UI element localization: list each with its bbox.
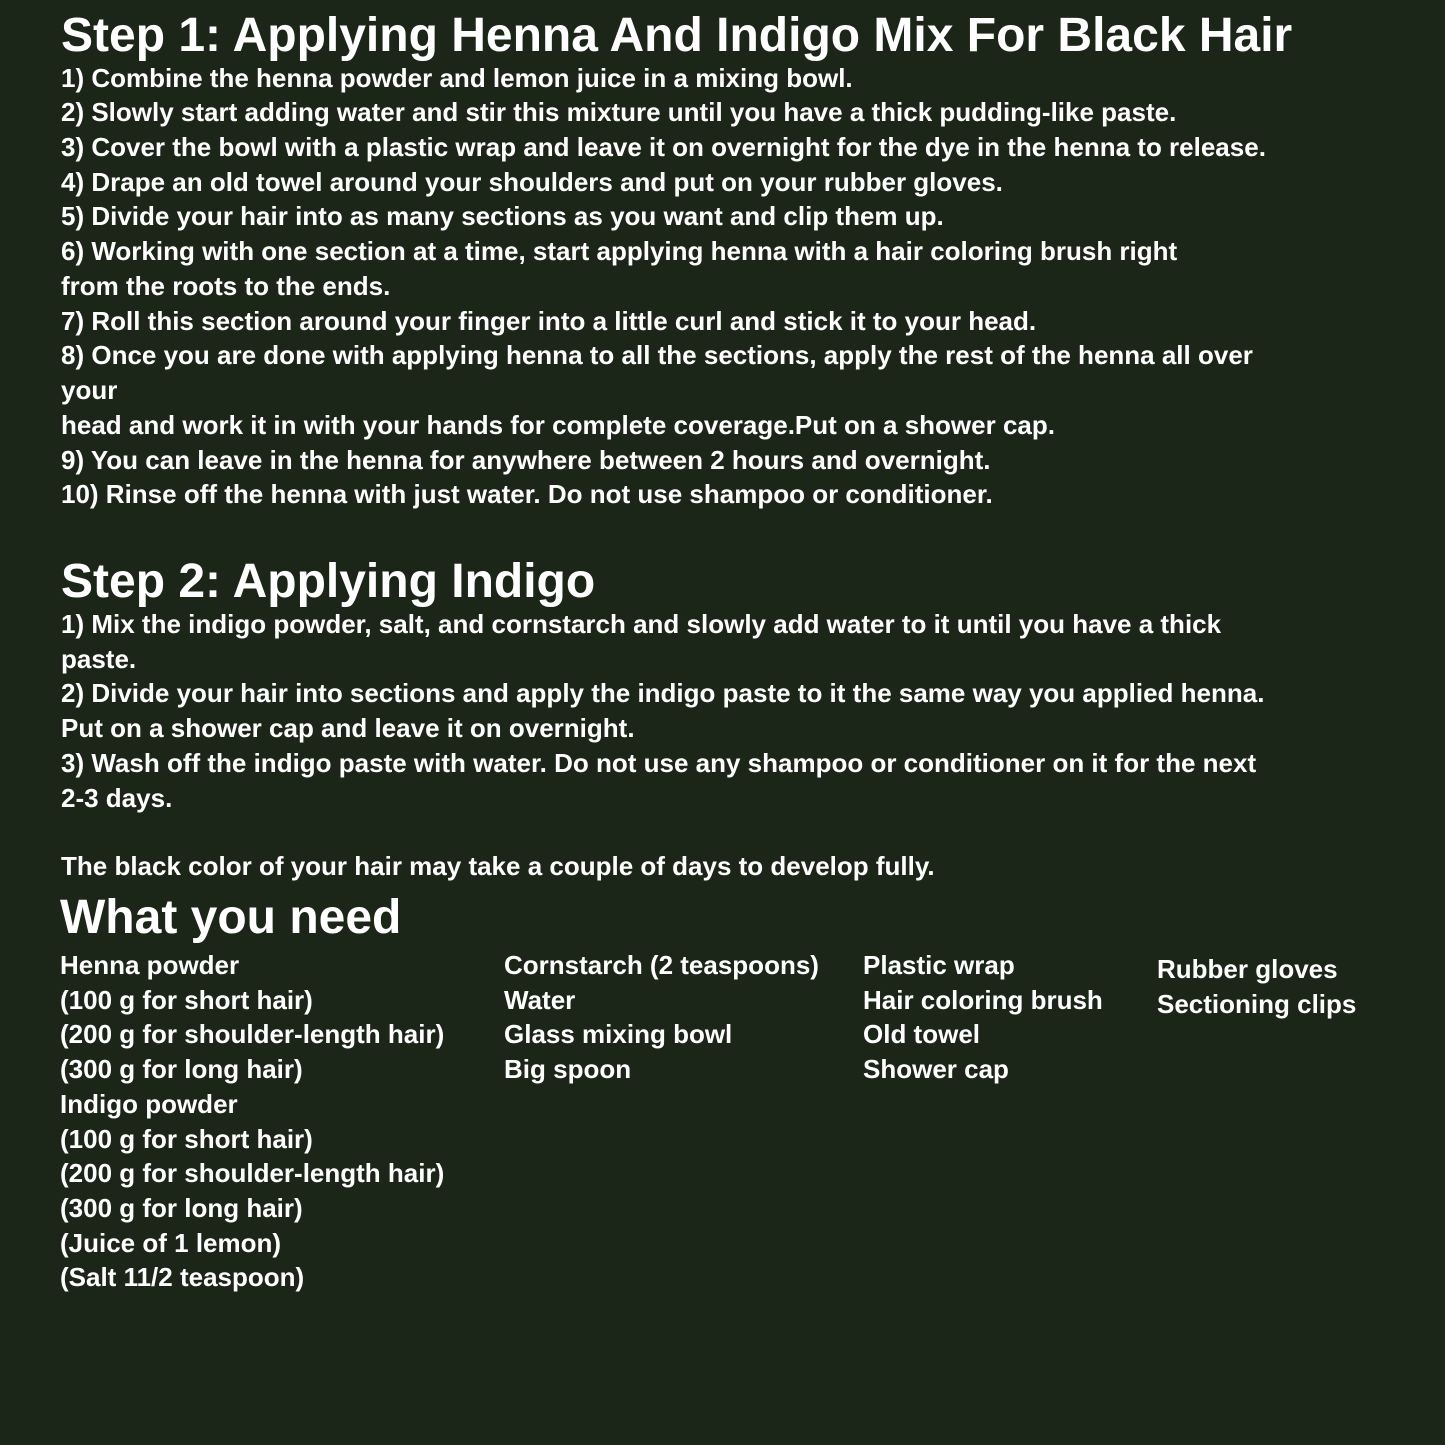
list-item: Old towel [863,1019,980,1050]
list-item: Rubber gloves [1157,954,1338,984]
step1-line: 10) Rinse off the henna with just water. Do not use shampoo or conditioner. [61,479,993,509]
step2-line: 2) Divide your hair into sections and apply the indigo paste to it the same way you applied henna. [61,678,1265,708]
needs-column-2 [504,948,819,1087]
list-item: (Juice of 1 lemon) [60,1227,282,1258]
step1-line: 4) Drape an old towel around your shoulders and put on your rubber gloves. [61,167,1003,197]
list-item: Indigo powder [60,1088,238,1119]
step1-line: 3) Cover the bowl with a plastic wrap and leave it on overnight for the dye in the henna to release. [61,132,1266,162]
list-item: (100 g for short hair) [60,1123,313,1154]
step2-note: The black color of your hair may take a couple of days to develop fully. [61,851,935,881]
needs-column-4 [1157,952,1356,1021]
step2-line: 3) Wash off the indigo paste with water. Do not use any shampoo or conditioner on it for the next [61,748,1257,778]
step1-line: head and work it in with your hands for complete coverage.Put on a shower cap. [61,410,1055,440]
step2-line: paste. [61,644,137,674]
list-item: (300 g for long hair) [60,1054,303,1085]
step1-line: from the roots to the ends. [61,271,391,301]
step1-line: your [61,375,118,405]
list-item: (200 g for shoulder-length hair) [60,1019,445,1050]
list-item: Henna powder [60,950,240,980]
list-item: (300 g for long hair) [60,1192,303,1223]
list-item: Shower cap [863,1054,1009,1085]
step1-line: 1) Combine the henna powder and lemon juice in a mixing bowl. [61,63,853,93]
step2-line: 1) Mix the indigo powder, salt, and cornstarch and slowly add water to it until you have a thick [61,609,1222,639]
needs-column-1 [60,948,444,1295]
step1-line: 8) Once you are done with applying henna to all the sections, apply the rest of the henna all over [61,340,1253,370]
needs-heading: What you need [60,891,402,944]
list-item: (200 g for shoulder-length hair) [60,1158,445,1189]
step2-line: Put on a shower cap and leave it on overnight. [61,713,635,743]
list-item: Plastic wrap [863,950,1015,980]
step1-line: 7) Roll this section around your finger into a little curl and stick it to your head. [61,306,1037,336]
list-item: Glass mixing bowl [504,1019,733,1050]
step1-heading: Step 1: Applying Henna And Indigo Mix For Black Hair [61,9,1293,62]
list-item: Cornstarch (2 teaspoons) [504,950,819,980]
step1-line: 2) Slowly start adding water and stir this mixture until you have a thick pudding-like paste. [61,97,1177,127]
step1-line: 9) You can leave in the henna for anywhere between 2 hours and overnight. [61,445,991,475]
list-item: Sectioning clips [1157,988,1357,1019]
step1-line: 6) Working with one section at a time, start applying henna with a hair coloring brush right [61,236,1178,266]
list-item: (Salt 11/2 teaspoon) [60,1262,305,1293]
needs-column-3 [863,948,1103,1087]
step1-line: 5) Divide your hair into as many sections as you want and clip them up. [61,201,944,231]
step2-line: 2-3 days. [61,783,173,813]
list-item: (100 g for short hair) [60,984,313,1015]
step2-heading: Step 2: Applying Indigo [61,555,596,608]
list-item: Hair coloring brush [863,984,1103,1015]
list-item: Water [504,984,576,1015]
list-item: Big spoon [504,1054,632,1085]
